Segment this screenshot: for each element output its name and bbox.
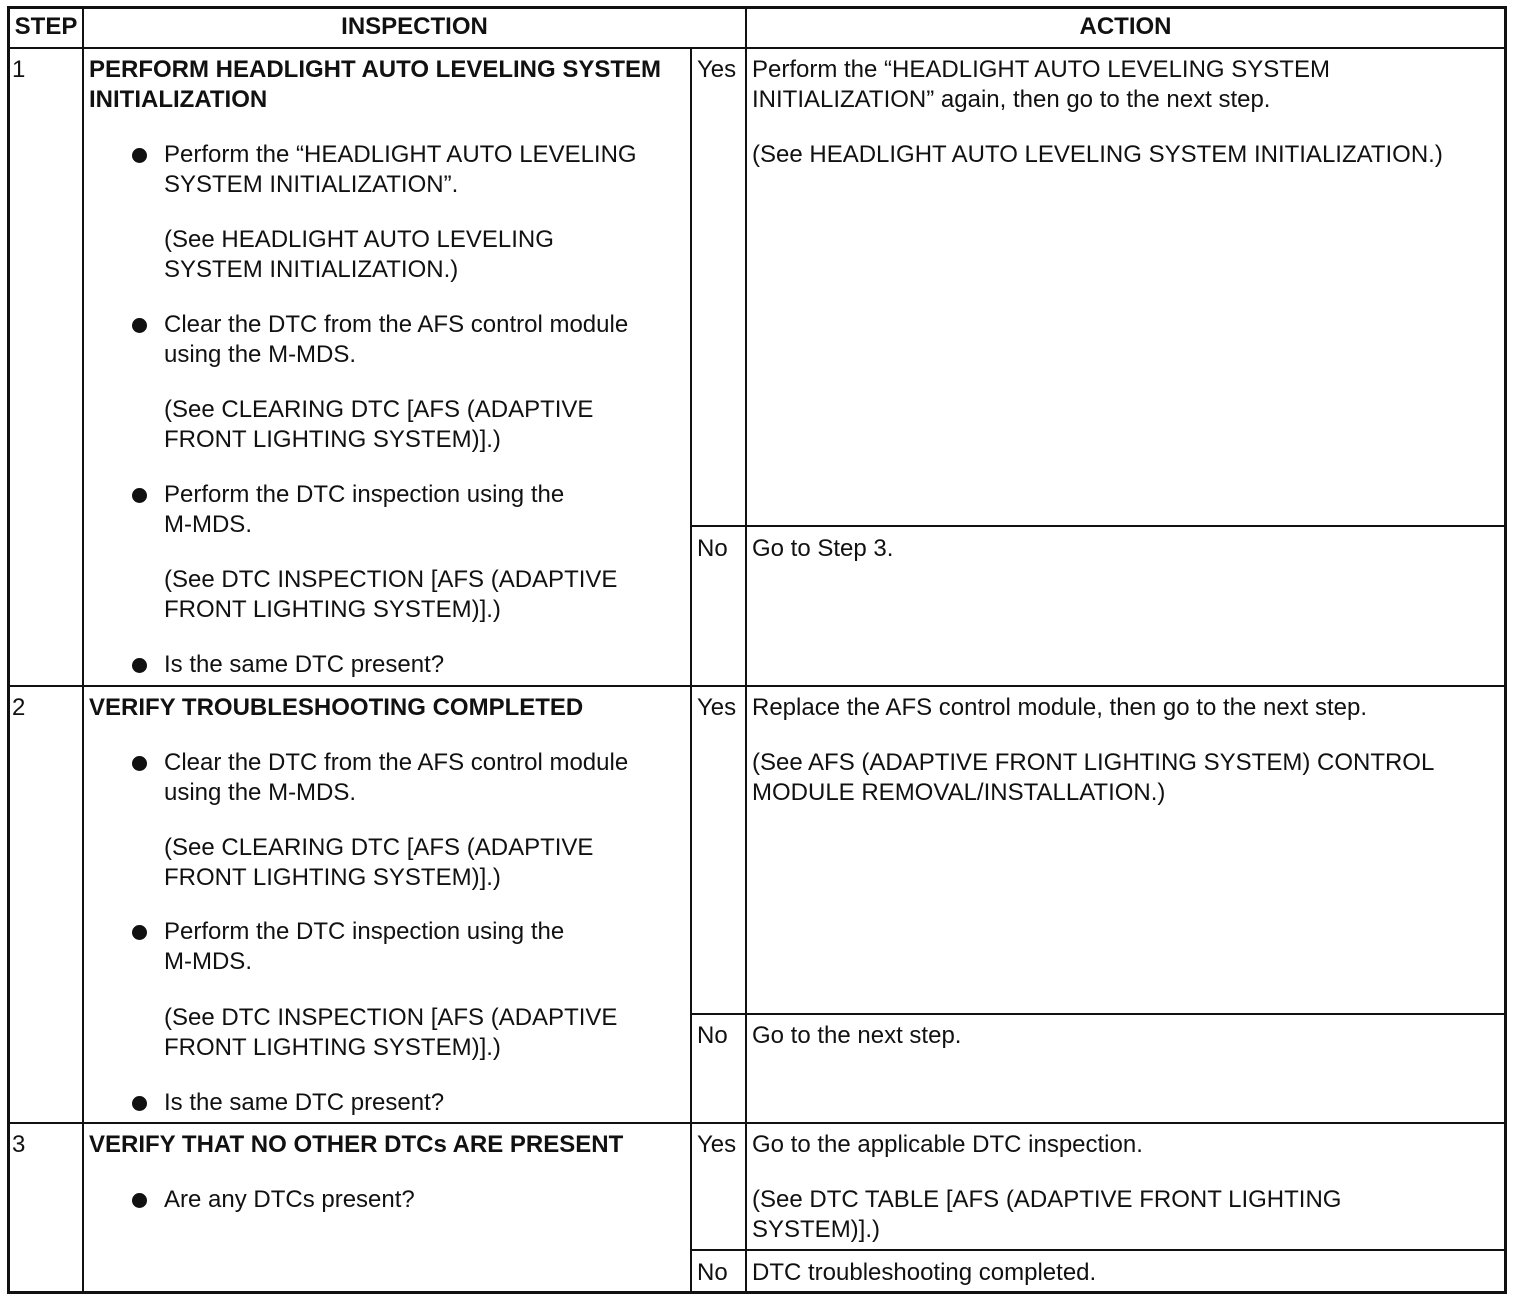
no-label: No: [697, 535, 728, 562]
reference-text: (See CLEARING DTC [AFS (ADAPTIVE: [164, 834, 594, 861]
header-inspection: INSPECTION: [341, 13, 488, 40]
header-divider: [7, 47, 1507, 49]
reference-text: SYSTEM)].): [752, 1216, 881, 1243]
step-title: PERFORM HEADLIGHT AUTO LEVELING SYSTEM: [89, 56, 662, 83]
reference-text: FRONT LIGHTING SYSTEM)].): [164, 1034, 501, 1061]
bullet-icon: [132, 318, 147, 333]
no-label: No: [697, 1259, 728, 1286]
bullet-text: Perform the DTC inspection using the: [164, 918, 565, 945]
action-text: DTC troubleshooting completed.: [752, 1259, 1097, 1286]
yes-no-divider-3: [690, 1249, 1507, 1251]
action-text: INITIALIZATION” again, then go to the next step.: [752, 86, 1271, 113]
column-divider-yes-no: [745, 6, 747, 1294]
action-text: Go to Step 3.: [752, 535, 894, 562]
reference-text: FRONT LIGHTING SYSTEM)].): [164, 864, 501, 891]
bullet-text: Is the same DTC present?: [164, 1089, 445, 1116]
action-text: Go to the next step.: [752, 1022, 962, 1049]
reference-text: (See DTC INSPECTION [AFS (ADAPTIVE: [164, 566, 618, 593]
bullet-text: SYSTEM INITIALIZATION”.: [164, 171, 459, 198]
reference-text: (See HEADLIGHT AUTO LEVELING: [164, 226, 554, 253]
yes-label: Yes: [697, 56, 737, 83]
table-border-right: [1504, 6, 1507, 1294]
reference-text: SYSTEM INITIALIZATION.): [164, 256, 459, 283]
bullet-text: M-MDS.: [164, 948, 252, 975]
table-border-left: [7, 6, 10, 1294]
reference-text: (See HEADLIGHT AUTO LEVELING SYSTEM INITIALIZATION.): [752, 141, 1443, 168]
header-step: STEP: [14, 13, 78, 40]
step-number: 1: [12, 56, 26, 83]
row-divider-2: [7, 1122, 1507, 1124]
column-divider-inspection: [690, 47, 692, 1294]
bullet-icon: [132, 1193, 147, 1208]
bullet-icon: [132, 658, 147, 673]
bullet-text: Are any DTCs present?: [164, 1186, 415, 1213]
bullet-text: Perform the DTC inspection using the: [164, 481, 565, 508]
column-divider-step: [82, 6, 84, 1294]
action-text: Perform the “HEADLIGHT AUTO LEVELING SYSTEM: [752, 56, 1330, 83]
bullet-icon: [132, 756, 147, 771]
reference-text: (See DTC TABLE [AFS (ADAPTIVE FRONT LIGHTING: [752, 1186, 1342, 1213]
reference-text: MODULE REMOVAL/INSTALLATION.): [752, 779, 1166, 806]
reference-text: FRONT LIGHTING SYSTEM)].): [164, 426, 501, 453]
bullet-text: Is the same DTC present?: [164, 651, 445, 678]
table-border-top: [7, 6, 1507, 9]
reference-text: (See DTC INSPECTION [AFS (ADAPTIVE: [164, 1004, 618, 1031]
bullet-text: using the M-MDS.: [164, 779, 357, 806]
bullet-text: Clear the DTC from the AFS control module: [164, 311, 629, 338]
bullet-icon: [132, 488, 147, 503]
bullet-icon: [132, 1096, 147, 1111]
bullet-text: M-MDS.: [164, 511, 252, 538]
bullet-text: Clear the DTC from the AFS control module: [164, 749, 629, 776]
yes-no-divider-1: [690, 525, 1507, 527]
row-divider-1: [7, 685, 1507, 687]
bullet-icon: [132, 925, 147, 940]
step-number: 3: [12, 1131, 26, 1158]
header-action: ACTION: [1079, 13, 1172, 40]
yes-label: Yes: [697, 1131, 737, 1158]
action-text: Replace the AFS control module, then go to the next step.: [752, 694, 1368, 721]
no-label: No: [697, 1022, 728, 1049]
reference-text: FRONT LIGHTING SYSTEM)].): [164, 596, 501, 623]
bullet-icon: [132, 148, 147, 163]
yes-no-divider-2: [690, 1013, 1507, 1015]
step-title: VERIFY THAT NO OTHER DTCs ARE PRESENT: [89, 1131, 624, 1158]
yes-label: Yes: [697, 694, 737, 721]
bullet-text: Perform the “HEADLIGHT AUTO LEVELING: [164, 141, 637, 168]
table-border-bottom: [7, 1291, 1507, 1294]
step-number: 2: [12, 694, 26, 721]
reference-text: (See AFS (ADAPTIVE FRONT LIGHTING SYSTEM) CONTROL: [752, 749, 1435, 776]
bullet-text: using the M-MDS.: [164, 341, 357, 368]
step-title: VERIFY TROUBLESHOOTING COMPLETED: [89, 694, 584, 721]
reference-text: (See CLEARING DTC [AFS (ADAPTIVE: [164, 396, 594, 423]
action-text: Go to the applicable DTC inspection.: [752, 1131, 1143, 1158]
step-title: INITIALIZATION: [89, 86, 268, 113]
